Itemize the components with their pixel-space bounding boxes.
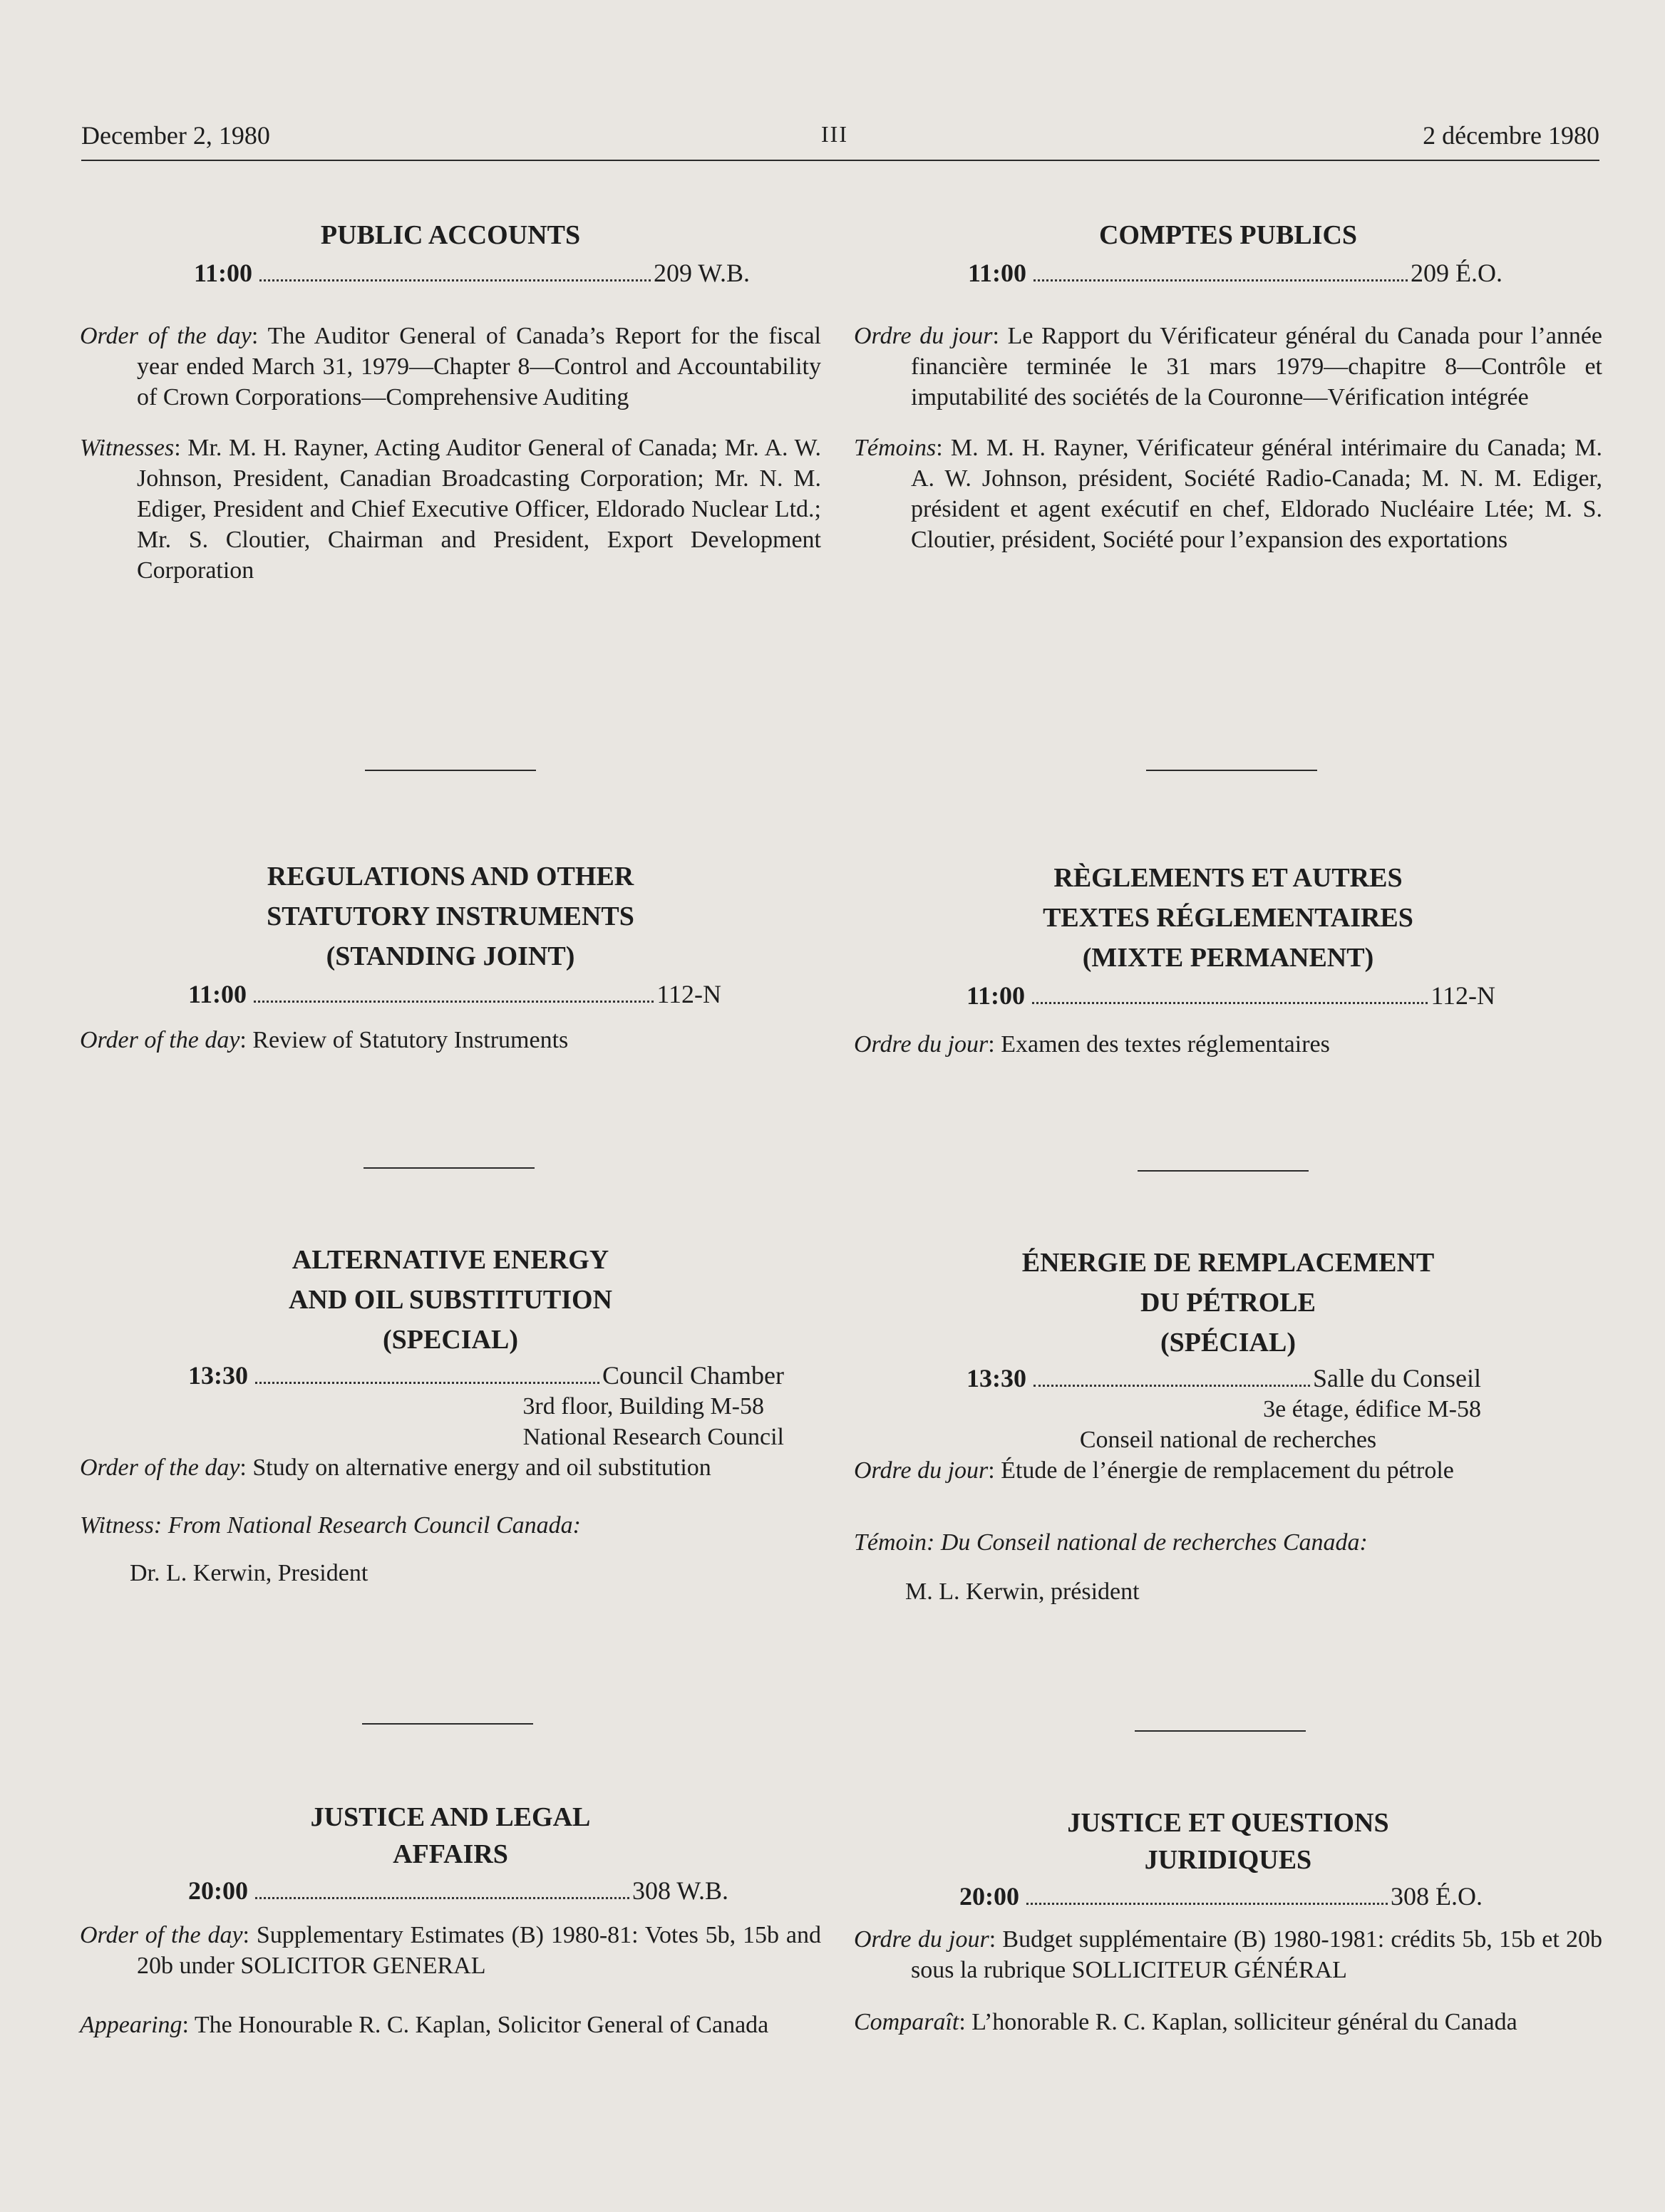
order-text: : Supplementary Estimates (B) 1980-81: Votes 5b, 15b and 20b under SOLICITOR GENERAL [137,1922,822,1979]
meeting-time: 11:00 [194,259,253,287]
section-title-line2: TEXTES RÉGLEMENTAIRES [1043,903,1413,933]
time-row [959,1878,1483,1914]
dot-leader [254,1001,654,1003]
witnesses [80,433,821,586]
temoin [854,1527,1602,1558]
section-title-line2: STATUTORY INSTRUMENTS [267,901,634,931]
order-label: Ordre du jour [854,1457,989,1484]
section-separator [365,770,536,771]
witnesses-label: Witnesses [80,435,175,461]
time-row [966,978,1495,1013]
order-of-the-day [80,1025,821,1055]
header-date-french: 2 décembre 1980 [1423,121,1599,150]
witnesses-label: Témoins [854,435,937,461]
time-row [188,1873,728,1908]
appearing-label: Comparaît [854,2009,959,2035]
order-text: : Étude de l’énergie de remplacement du pétrole [988,1457,1454,1484]
meeting-room: Council Chamber [602,1361,784,1390]
order-label: Order of the day [80,323,252,349]
section-separator [1135,1730,1306,1732]
meeting-room: 308 W.B. [632,1876,728,1905]
temoins [854,433,1602,555]
section-title-line3: (STANDING JOINT) [326,941,575,971]
appearing-label: Appearing [80,2012,182,2038]
section-title-line1: JUSTICE AND LEGAL [310,1802,591,1832]
header-date-english: December 2, 1980 [81,121,270,150]
witness-label: Witness [80,1512,154,1539]
section-separator [364,1167,535,1169]
order-label: Order of the day [80,1454,240,1481]
meeting-room: 209 W.B. [653,259,750,287]
meeting-time: 11:00 [188,980,247,1008]
witness-name: Dr. L. Kerwin, President [130,1560,368,1586]
order-text: : Le Rapport du Vérificateur général du Canada pour l’année financière terminée le 31 mars 1979—chapitre 8—Contrôle et imputabilité des sociétés de la Couronne—Vérification intégrée [911,323,1603,410]
section-separator [1138,1170,1309,1172]
time-row [194,255,750,291]
order-text: : Budget supplémentaire (B) 1980-1981: crédits 5b, 15b et 20b sous la rubrique SOLLICITEUR GÉNÉRAL [911,1926,1603,1983]
section-reglements [854,858,1602,1060]
meeting-room: 308 É.O. [1391,1882,1483,1911]
section-title-line1: ÉNERGIE DE REMPLACEMENT [1021,1248,1435,1278]
section-justice-fr [854,1804,1602,2037]
witnesses-text: : Mr. M. H. Rayner, Acting Auditor General of Canada; Mr. A. W. Johnson, President, Canadian Broadcasting Corporation; Mr. N. M. Ediger, President and Chief Executive Officer, Eldorado Nuclear Ltd.; Mr. S. Cloutier, Chairman and President, Export Development Corporation [137,435,821,584]
order-label: Ordre du jour [854,1031,989,1058]
order-label: Ordre du jour [854,1926,989,1953]
section-energie [854,1243,1602,1607]
order-text: : The Auditor General of Canada’s Report for the fiscal year ended March 31, 1979—Chapter 8—Control and Accountability of Crown Corporations—Comprehensive Auditing [137,323,821,410]
section-title-line1: JUSTICE ET QUESTIONS [1067,1808,1389,1838]
ordre-du-jour [854,321,1602,413]
meeting-time: 11:00 [968,259,1027,287]
section-justice [80,1799,821,2040]
dot-leader [1033,1385,1310,1387]
dot-leader [1033,279,1408,281]
section-title-line3: (SPÉCIAL) [1160,1328,1297,1358]
dot-leader [255,1382,599,1384]
header-rule [81,160,1599,161]
location-line3: National Research Council [522,1424,784,1450]
order-text: : Study on alternative energy and oil substitution [239,1454,711,1481]
order-label: Order of the day [80,1922,243,1948]
order-label: Order of the day [80,1027,240,1053]
dot-leader [259,279,651,281]
ordre-du-jour [854,1029,1602,1060]
meeting-time: 13:30 [966,1364,1026,1392]
ordre-du-jour [854,1455,1602,1486]
section-title-line2: JURIDIQUES [1144,1845,1312,1875]
witness-text: : From National Research Council Canada: [153,1512,581,1539]
witness-text: : Du Conseil national de recherches Canada: [927,1529,1368,1556]
section-separator [1146,770,1317,771]
order-text: : Examen des textes réglementaires [988,1031,1330,1058]
location-line2: 3e étage, édifice M-58 [1263,1396,1481,1422]
ordre-du-jour [854,1924,1602,1985]
witnesses-text: : M. M. H. Rayner, Vérificateur général intérimaire du Canada; M. A. W. Johnson, président, Société Radio-Canada; M. N. M. Ediger, président et agent exécutif en chef, Eldorado Nucléaire Ltée; M. S. Cloutier, président, Société pour l’expansion des exportations [911,435,1602,553]
location-line3: Conseil national de recherches [1079,1427,1377,1453]
appearing-text: : L’honorable R. C. Kaplan, solliciteur général du Canada [959,2009,1517,2035]
order-label: Ordre du jour [854,323,993,349]
location-line2: 3rd floor, Building M-58 [522,1393,764,1420]
order-of-the-day [80,1920,821,1981]
witness [80,1510,821,1541]
section-title-line3: (SPECIAL) [382,1325,519,1355]
page-number: III [821,121,848,147]
order-of-the-day [80,321,821,413]
meeting-room: 209 É.O. [1411,259,1502,287]
section-title-line3: (MIXTE PERMANENT) [1082,943,1374,973]
section-title-line1: ALTERNATIVE ENERGY [292,1245,609,1275]
time-row [188,976,721,1012]
section-comptes-publics [854,215,1602,555]
dot-leader [1032,1002,1428,1004]
time-row [188,1360,784,1391]
section-regulations [80,857,821,1055]
section-title-line2: AND OIL SUBSTITUTION [288,1285,613,1315]
comparait [854,2007,1602,2037]
meeting-time: 20:00 [959,1882,1019,1911]
meeting-room: 112-N [1431,981,1495,1010]
order-of-the-day [80,1452,821,1483]
section-title: PUBLIC ACCOUNTS [320,220,581,250]
meeting-time: 20:00 [188,1876,248,1905]
section-title-line1: RÈGLEMENTS ET AUTRES [1053,863,1403,893]
witness-name: M. L. Kerwin, président [905,1578,1140,1605]
meeting-room: Salle du Conseil [1313,1364,1481,1392]
meeting-room: 112-N [656,980,721,1008]
section-separator [362,1723,533,1725]
meeting-time: 13:30 [188,1361,248,1390]
time-row [968,255,1502,291]
witness-label: Témoin [854,1529,927,1556]
appearing [80,2010,821,2040]
dot-leader [255,1897,629,1899]
dot-leader [1026,1903,1388,1905]
section-title-line2: DU PÉTROLE [1140,1288,1316,1318]
section-title-line1: REGULATIONS AND OTHER [267,862,634,891]
order-text: : Review of Statutory Instruments [239,1027,569,1053]
time-row [966,1363,1481,1394]
section-title-line2: AFFAIRS [393,1839,508,1869]
section-title: COMPTES PUBLICS [1098,220,1358,250]
appearing-text: : The Honourable R. C. Kaplan, Solicitor General of Canada [182,2012,769,2038]
section-alternative-energy [80,1240,821,1588]
meeting-time: 11:00 [966,981,1026,1010]
section-public-accounts [80,215,821,586]
